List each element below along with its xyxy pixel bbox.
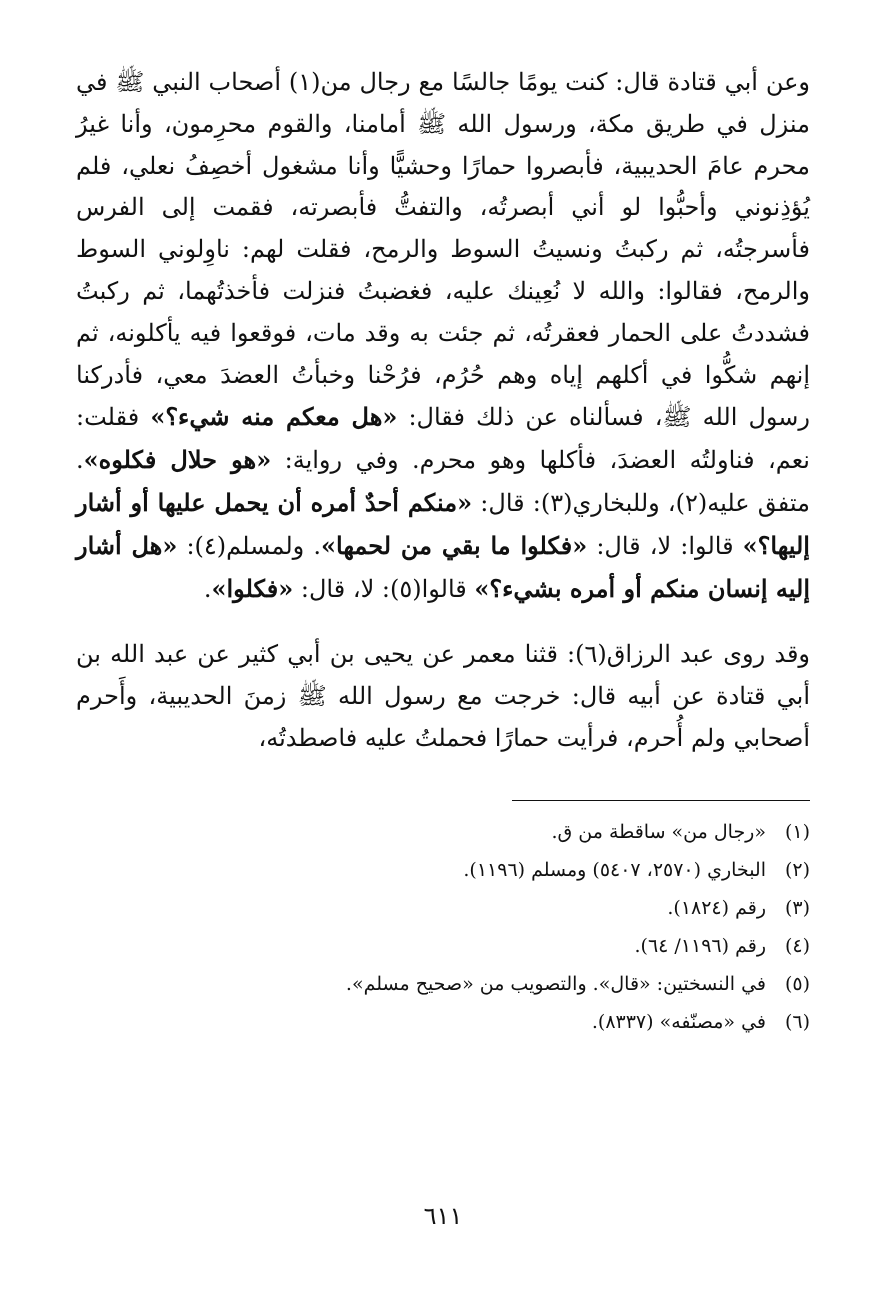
footnote-text: رقم (١١٩٦/ ٦٤). [634, 934, 766, 957]
footnotes-list [76, 813, 810, 1041]
hadith-quote: «فكلوا» [211, 573, 294, 603]
hadith-quote: «هل أشار إليه إنسان منكم أو أمره بشيء؟» [76, 530, 810, 603]
paragraph-2 [76, 634, 810, 759]
footnote-text: رقم (١٨٢٤). [667, 896, 766, 919]
text-run: . [203, 574, 212, 603]
text-run: قالوا: لا، قال: [587, 531, 743, 560]
footnote-2 [76, 851, 810, 889]
book-page [76, 62, 810, 1250]
footnote-text: في «مصنّفه» (٨٣٣٧). [591, 1010, 766, 1033]
footnote-text: «رجال من» ساقطة من ق. [551, 820, 766, 843]
footnote-text: في النسختين: «قال». والتصويب من «صحيح مسلم». [345, 972, 766, 995]
footnote-text: البخاري (٢٥٧٠، ٥٤٠٧) ومسلم (١١٩٦). [463, 858, 766, 881]
footnote-number: (٣) [784, 896, 810, 919]
footnote-number: (٦) [784, 1010, 810, 1033]
paragraph-1 [76, 62, 810, 610]
hadith-quote: «هو حلال فكلوه» [83, 445, 272, 475]
footnote-number: (١) [784, 820, 810, 843]
main-text [76, 62, 810, 760]
text-run: . ولمسلم(٤): [177, 531, 321, 560]
footnote-6 [76, 1003, 810, 1041]
hadith-quote: «فكلوا ما بقي من لحمها» [321, 530, 588, 560]
footnote-separator [512, 800, 810, 801]
page-number: ٦١١ [423, 1202, 463, 1230]
footnote-number: (٥) [784, 972, 810, 995]
hadith-quote: «هل معكم منه شيء؟» [150, 402, 398, 432]
footnote-4 [76, 927, 810, 965]
text-run: . متفق عليه(٢)، وللبخاري(٣): قال: [76, 446, 811, 517]
text-run: فقلت: نعم، فناولتُه العضدَ، فأكلها وهو محرم. وفي رواية: [76, 403, 810, 475]
footnote-3 [76, 889, 810, 927]
footnote-number: (٤) [784, 934, 810, 957]
footnote-5 [76, 965, 810, 1003]
footnote-number: (٢) [784, 858, 810, 881]
text-run: وعن أبي قتادة قال: كنت يومًا جالسًا مع رجال من(١) أصحاب النبي ﷺ في منزل في طريق مكة، ورسول الله ﷺ أمامنا، والقوم محرِمون، وأنا غيرُ محرم عامَ الحديبية، فأبصروا حمارًا وحشيًّا وأنا مشغول أخصِفُ نعلي، فلم يُؤذِنوني وأحبُّوا لو أني أبصرتُه، والتفتُّ فأبصرته، فقمت إلى الفرس فأسرجتُه، ثم ركبتُ ونسيتُ السوط والرمح، فقلت لهم: ناوِلوني السوط والرمح، فقالوا: والله لا نُعِينك عليه، فغضبتُ فنزلت فأخذتُهما، ثم ركبتُ فشددتُ على الحمار فعقرتُه، ثم جئت به وقد مات، فوقعوا فيه يأكلونه، ثم إنهم شكُّوا في أكلهم إياه وهم حُرُم، فرُحْنا وخبأتُ العضدَ معي، فأدركنا رسول الله ﷺ، فسألناه عن ذلك فقال: [76, 68, 810, 432]
text-run: وقد روى عبد الرزاق(٦): قثنا معمر عن يحيى بن أبي كثير عن عبد الله بن أبي قتادة عن أبيه قال: خرجت مع رسول الله ﷺ زمنَ الحديبية، وأَحرم أصحابي ولم أُحرم، فرأيت حمارًا فحملتُ عليه فاصطدتُه، [76, 640, 811, 752]
text-run: قالوا(٥): لا، قال: [293, 574, 475, 603]
footnote-1 [76, 813, 810, 851]
hadith-quote: «منكم أحدٌ أمره أن يحمل عليها أو أشار إليها؟» [76, 487, 810, 560]
